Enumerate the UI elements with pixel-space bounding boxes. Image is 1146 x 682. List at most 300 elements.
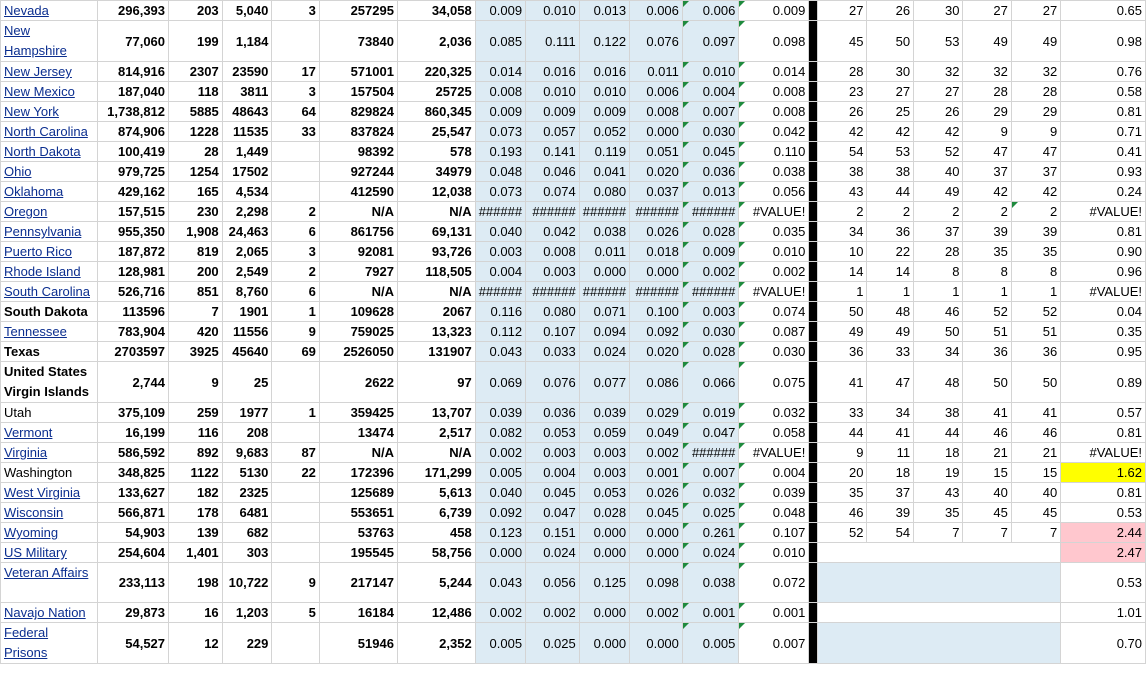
table-cell[interactable]: 0.072 bbox=[739, 563, 809, 603]
table-cell[interactable]: 0.122 bbox=[579, 21, 629, 62]
table-cell[interactable]: 52 bbox=[963, 302, 1011, 322]
table-cell[interactable]: 1 bbox=[914, 282, 963, 302]
table-cell[interactable]: 2.44 bbox=[1061, 523, 1146, 543]
table-cell[interactable]: 16184 bbox=[319, 603, 397, 623]
table-cell[interactable]: 7 bbox=[914, 523, 963, 543]
table-cell[interactable]: 0.010 bbox=[526, 1, 580, 21]
table-cell[interactable]: 0.037 bbox=[630, 182, 683, 202]
table-cell[interactable]: 0.000 bbox=[579, 603, 629, 623]
table-cell[interactable]: 0.043 bbox=[475, 342, 525, 362]
table-cell[interactable]: N/A bbox=[397, 282, 475, 302]
table-cell[interactable]: 38 bbox=[867, 162, 914, 182]
table-cell[interactable]: 35 bbox=[963, 242, 1011, 262]
table-cell[interactable]: 1.62 bbox=[1061, 463, 1146, 483]
table-cell[interactable]: 51 bbox=[1011, 322, 1060, 342]
table-cell[interactable]: 41 bbox=[1011, 403, 1060, 423]
table-cell[interactable]: 0.098 bbox=[630, 563, 683, 603]
table-cell[interactable]: 0.030 bbox=[739, 342, 809, 362]
table-cell[interactable]: 7 bbox=[1011, 523, 1060, 543]
table-cell[interactable]: 0.90 bbox=[1061, 242, 1146, 262]
table-cell[interactable] bbox=[272, 362, 320, 403]
table-cell[interactable]: 42 bbox=[867, 122, 914, 142]
table-cell[interactable]: 0.107 bbox=[739, 523, 809, 543]
table-cell[interactable] bbox=[272, 543, 320, 563]
table-cell[interactable]: 26 bbox=[914, 102, 963, 122]
table-cell[interactable] bbox=[272, 523, 320, 543]
table-cell[interactable]: 100,419 bbox=[97, 142, 168, 162]
table-cell[interactable]: 0.047 bbox=[526, 503, 580, 523]
table-cell[interactable]: 50 bbox=[867, 21, 914, 62]
table-cell[interactable]: 4,534 bbox=[222, 182, 272, 202]
table-cell[interactable]: 45 bbox=[1011, 503, 1060, 523]
table-cell[interactable]: 429,162 bbox=[97, 182, 168, 202]
state-name-cell[interactable]: Ohio bbox=[1, 162, 98, 182]
table-cell[interactable]: 6 bbox=[272, 222, 320, 242]
table-cell[interactable]: #VALUE! bbox=[739, 282, 809, 302]
table-cell[interactable]: 6,739 bbox=[397, 503, 475, 523]
table-cell[interactable]: 0.009 bbox=[526, 102, 580, 122]
table-cell[interactable]: 0.002 bbox=[630, 603, 683, 623]
table-cell[interactable]: 9 bbox=[1011, 122, 1060, 142]
table-cell[interactable]: 182 bbox=[169, 483, 223, 503]
table-cell[interactable]: 2 bbox=[867, 202, 914, 222]
table-cell[interactable]: 0.074 bbox=[526, 182, 580, 202]
table-cell[interactable]: 52 bbox=[818, 523, 867, 543]
table-cell[interactable] bbox=[272, 483, 320, 503]
table-cell[interactable]: 58,756 bbox=[397, 543, 475, 563]
table-cell[interactable]: 0.032 bbox=[739, 403, 809, 423]
table-cell[interactable]: N/A bbox=[397, 443, 475, 463]
table-cell[interactable]: 3 bbox=[272, 1, 320, 21]
table-cell[interactable]: 229 bbox=[222, 623, 272, 664]
table-cell[interactable]: 18 bbox=[867, 463, 914, 483]
table-cell[interactable]: 53763 bbox=[319, 523, 397, 543]
table-cell[interactable]: 0.038 bbox=[682, 563, 738, 603]
table-cell[interactable]: 34 bbox=[818, 222, 867, 242]
table-cell[interactable]: 25725 bbox=[397, 82, 475, 102]
table-cell[interactable]: 125689 bbox=[319, 483, 397, 503]
table-cell[interactable]: 1,908 bbox=[169, 222, 223, 242]
table-cell[interactable]: 0.004 bbox=[475, 262, 525, 282]
table-cell[interactable]: 1 bbox=[1011, 282, 1060, 302]
table-cell[interactable]: 0.003 bbox=[579, 443, 629, 463]
table-cell[interactable]: 92081 bbox=[319, 242, 397, 262]
state-name-cell[interactable]: Oklahoma bbox=[1, 182, 98, 202]
table-cell[interactable]: 41 bbox=[818, 362, 867, 403]
table-cell[interactable] bbox=[272, 503, 320, 523]
table-cell[interactable]: 0.045 bbox=[526, 483, 580, 503]
state-name-cell[interactable]: North Dakota bbox=[1, 142, 98, 162]
table-cell[interactable]: 0.010 bbox=[526, 82, 580, 102]
table-cell[interactable]: 37 bbox=[867, 483, 914, 503]
table-cell[interactable]: 0.004 bbox=[526, 463, 580, 483]
table-cell[interactable]: 0.025 bbox=[526, 623, 580, 664]
table-cell[interactable]: 0.010 bbox=[739, 543, 809, 563]
table-cell[interactable]: 0.038 bbox=[739, 162, 809, 182]
table-cell[interactable]: 233,113 bbox=[97, 563, 168, 603]
table-cell[interactable]: 6481 bbox=[222, 503, 272, 523]
table-cell[interactable]: 46 bbox=[818, 503, 867, 523]
table-cell[interactable]: 18 bbox=[914, 443, 963, 463]
table-cell[interactable]: 0.040 bbox=[475, 483, 525, 503]
table-cell[interactable]: 0.051 bbox=[630, 142, 683, 162]
table-cell[interactable]: 33 bbox=[272, 122, 320, 142]
table-cell[interactable]: 35 bbox=[818, 483, 867, 503]
table-cell[interactable]: 257295 bbox=[319, 1, 397, 21]
table-cell[interactable]: 979,725 bbox=[97, 162, 168, 182]
table-cell[interactable]: 296,393 bbox=[97, 1, 168, 21]
table-cell[interactable]: 412590 bbox=[319, 182, 397, 202]
table-cell[interactable]: 47 bbox=[1011, 142, 1060, 162]
table-cell[interactable]: 208 bbox=[222, 423, 272, 443]
table-cell[interactable]: 5885 bbox=[169, 102, 223, 122]
table-cell[interactable]: 27 bbox=[1011, 1, 1060, 21]
table-cell[interactable]: 1,184 bbox=[222, 21, 272, 62]
table-cell[interactable]: 0.076 bbox=[630, 21, 683, 62]
table-cell[interactable]: 3 bbox=[272, 242, 320, 262]
table-cell[interactable]: ###### bbox=[475, 282, 525, 302]
table-cell[interactable]: 0.046 bbox=[526, 162, 580, 182]
table-cell[interactable]: 39 bbox=[1011, 222, 1060, 242]
table-cell[interactable]: 0.020 bbox=[630, 162, 683, 182]
table-cell[interactable]: 69,131 bbox=[397, 222, 475, 242]
table-cell[interactable]: 0.65 bbox=[1061, 1, 1146, 21]
table-cell[interactable]: 0.001 bbox=[682, 603, 738, 623]
table-cell[interactable]: 0.041 bbox=[579, 162, 629, 182]
table-cell[interactable]: 17502 bbox=[222, 162, 272, 182]
table-cell[interactable]: 0.53 bbox=[1061, 503, 1146, 523]
table-cell[interactable]: 0.111 bbox=[526, 21, 580, 62]
table-cell[interactable]: 759025 bbox=[319, 322, 397, 342]
table-cell[interactable]: 0.93 bbox=[1061, 162, 1146, 182]
table-cell[interactable]: 2,744 bbox=[97, 362, 168, 403]
table-cell[interactable]: 0.006 bbox=[682, 1, 738, 21]
table-cell[interactable]: 178 bbox=[169, 503, 223, 523]
table-cell[interactable]: 38 bbox=[914, 403, 963, 423]
table-cell[interactable]: 682 bbox=[222, 523, 272, 543]
table-cell[interactable]: 28 bbox=[1011, 82, 1060, 102]
table-cell[interactable]: 10 bbox=[818, 242, 867, 262]
table-cell[interactable]: 571001 bbox=[319, 62, 397, 82]
table-cell[interactable]: 0.007 bbox=[739, 623, 809, 664]
table-cell[interactable]: 0.066 bbox=[682, 362, 738, 403]
table-cell[interactable]: 0.000 bbox=[579, 623, 629, 664]
table-cell[interactable]: 0.110 bbox=[739, 142, 809, 162]
table-cell[interactable]: 12,486 bbox=[397, 603, 475, 623]
state-name-cell[interactable]: Navajo Nation bbox=[1, 603, 98, 623]
table-cell[interactable]: 0.028 bbox=[682, 222, 738, 242]
table-cell[interactable]: 50 bbox=[1011, 362, 1060, 403]
table-cell[interactable]: 2,549 bbox=[222, 262, 272, 282]
table-cell[interactable]: 2067 bbox=[397, 302, 475, 322]
table-cell[interactable]: 35 bbox=[1011, 242, 1060, 262]
state-name-cell[interactable]: Wyoming bbox=[1, 523, 98, 543]
table-cell[interactable]: 0.81 bbox=[1061, 423, 1146, 443]
table-cell[interactable]: N/A bbox=[319, 282, 397, 302]
table-cell[interactable]: 0.020 bbox=[630, 342, 683, 362]
table-cell[interactable]: N/A bbox=[397, 202, 475, 222]
table-cell[interactable]: 927244 bbox=[319, 162, 397, 182]
table-cell[interactable]: 54 bbox=[867, 523, 914, 543]
table-cell[interactable]: 837824 bbox=[319, 122, 397, 142]
table-cell[interactable]: 187,872 bbox=[97, 242, 168, 262]
table-cell[interactable]: 1228 bbox=[169, 122, 223, 142]
table-cell[interactable]: 14 bbox=[867, 262, 914, 282]
table-cell[interactable]: 0.059 bbox=[579, 423, 629, 443]
table-cell[interactable]: 0.000 bbox=[630, 262, 683, 282]
table-cell[interactable]: 0.028 bbox=[579, 503, 629, 523]
state-name-cell[interactable]: Rhode Island bbox=[1, 262, 98, 282]
table-cell[interactable]: 0.098 bbox=[739, 21, 809, 62]
table-cell[interactable]: 2526050 bbox=[319, 342, 397, 362]
table-cell[interactable]: 0.008 bbox=[526, 242, 580, 262]
table-cell[interactable]: ###### bbox=[682, 282, 738, 302]
table-cell[interactable]: 0.000 bbox=[630, 122, 683, 142]
state-name-cell[interactable]: New Jersey bbox=[1, 62, 98, 82]
table-cell[interactable]: 23590 bbox=[222, 62, 272, 82]
table-cell[interactable]: 131907 bbox=[397, 342, 475, 362]
table-cell[interactable]: 0.70 bbox=[1061, 623, 1146, 664]
table-cell[interactable]: 0.76 bbox=[1061, 62, 1146, 82]
table-cell[interactable]: 0.151 bbox=[526, 523, 580, 543]
table-cell[interactable]: ###### bbox=[579, 202, 629, 222]
table-cell[interactable]: 26 bbox=[818, 102, 867, 122]
table-cell[interactable]: 14 bbox=[818, 262, 867, 282]
table-cell[interactable]: 0.98 bbox=[1061, 21, 1146, 62]
table-cell[interactable]: 49 bbox=[1011, 21, 1060, 62]
table-cell[interactable]: 0.053 bbox=[526, 423, 580, 443]
table-cell[interactable]: 16,199 bbox=[97, 423, 168, 443]
table-cell[interactable]: 35 bbox=[914, 503, 963, 523]
table-cell[interactable]: 861756 bbox=[319, 222, 397, 242]
table-cell[interactable]: 157504 bbox=[319, 82, 397, 102]
table-cell[interactable]: 1 bbox=[272, 302, 320, 322]
table-cell[interactable]: 2325 bbox=[222, 483, 272, 503]
table-cell[interactable]: 109628 bbox=[319, 302, 397, 322]
table-cell[interactable]: 8,760 bbox=[222, 282, 272, 302]
table-cell[interactable]: 0.042 bbox=[526, 222, 580, 242]
table-cell[interactable]: 0.008 bbox=[475, 82, 525, 102]
table-cell[interactable]: 171,299 bbox=[397, 463, 475, 483]
table-cell[interactable]: 118 bbox=[169, 82, 223, 102]
state-name-cell[interactable]: Vermont bbox=[1, 423, 98, 443]
table-cell[interactable]: 32 bbox=[1011, 62, 1060, 82]
table-cell[interactable]: 30 bbox=[914, 1, 963, 21]
table-cell[interactable]: 0.89 bbox=[1061, 362, 1146, 403]
table-cell[interactable]: 38 bbox=[818, 162, 867, 182]
table-cell[interactable]: 0.004 bbox=[739, 463, 809, 483]
table-cell[interactable]: 0.04 bbox=[1061, 302, 1146, 322]
table-cell[interactable]: 29,873 bbox=[97, 603, 168, 623]
table-cell[interactable]: 47 bbox=[867, 362, 914, 403]
state-name-cell[interactable]: New Hampshire bbox=[1, 21, 98, 62]
table-cell[interactable]: 0.080 bbox=[526, 302, 580, 322]
table-cell[interactable]: 420 bbox=[169, 322, 223, 342]
table-cell[interactable]: 0.092 bbox=[475, 503, 525, 523]
table-cell[interactable]: 0.038 bbox=[579, 222, 629, 242]
table-cell[interactable] bbox=[272, 162, 320, 182]
merged-empty-cell[interactable] bbox=[818, 603, 1061, 623]
table-cell[interactable] bbox=[272, 423, 320, 443]
table-cell[interactable]: 165 bbox=[169, 182, 223, 202]
table-cell[interactable]: 9 bbox=[169, 362, 223, 403]
table-cell[interactable]: 46 bbox=[963, 423, 1011, 443]
table-cell[interactable]: 203 bbox=[169, 1, 223, 21]
table-cell[interactable]: 10,722 bbox=[222, 563, 272, 603]
table-cell[interactable]: 2,298 bbox=[222, 202, 272, 222]
table-cell[interactable]: 0.116 bbox=[475, 302, 525, 322]
table-cell[interactable]: 41 bbox=[867, 423, 914, 443]
table-cell[interactable]: 0.004 bbox=[682, 82, 738, 102]
table-cell[interactable]: 0.026 bbox=[630, 483, 683, 503]
table-cell[interactable]: 2 bbox=[963, 202, 1011, 222]
table-cell[interactable]: 0.036 bbox=[682, 162, 738, 182]
table-cell[interactable]: 819 bbox=[169, 242, 223, 262]
table-cell[interactable]: ###### bbox=[630, 282, 683, 302]
table-cell[interactable]: 359425 bbox=[319, 403, 397, 423]
table-cell[interactable]: 23 bbox=[818, 82, 867, 102]
table-cell[interactable]: 20 bbox=[818, 463, 867, 483]
table-cell[interactable]: 13474 bbox=[319, 423, 397, 443]
table-cell[interactable]: 157,515 bbox=[97, 202, 168, 222]
table-cell[interactable]: 0.007 bbox=[682, 102, 738, 122]
table-cell[interactable]: 2622 bbox=[319, 362, 397, 403]
table-cell[interactable]: 0.056 bbox=[526, 563, 580, 603]
table-cell[interactable]: 0.013 bbox=[682, 182, 738, 202]
table-cell[interactable]: 0.077 bbox=[579, 362, 629, 403]
table-cell[interactable]: 29 bbox=[963, 102, 1011, 122]
table-cell[interactable]: 45640 bbox=[222, 342, 272, 362]
table-cell[interactable]: 0.003 bbox=[526, 262, 580, 282]
table-cell[interactable]: 814,916 bbox=[97, 62, 168, 82]
table-cell[interactable]: 0.010 bbox=[579, 82, 629, 102]
table-cell[interactable]: 50 bbox=[818, 302, 867, 322]
table-cell[interactable]: 0.006 bbox=[630, 82, 683, 102]
table-cell[interactable]: 0.002 bbox=[526, 603, 580, 623]
table-cell[interactable]: 53 bbox=[867, 142, 914, 162]
table-cell[interactable]: ###### bbox=[682, 443, 738, 463]
table-cell[interactable]: ###### bbox=[526, 202, 580, 222]
table-cell[interactable]: 5,040 bbox=[222, 1, 272, 21]
table-cell[interactable]: 0.005 bbox=[682, 623, 738, 664]
table-cell[interactable]: ###### bbox=[526, 282, 580, 302]
table-cell[interactable]: 26 bbox=[867, 1, 914, 21]
table-cell[interactable]: 0.41 bbox=[1061, 142, 1146, 162]
table-cell[interactable]: 2307 bbox=[169, 62, 223, 82]
table-cell[interactable]: 0.112 bbox=[475, 322, 525, 342]
table-cell[interactable]: 0.000 bbox=[579, 262, 629, 282]
table-cell[interactable]: 50 bbox=[963, 362, 1011, 403]
table-cell[interactable]: 217147 bbox=[319, 563, 397, 603]
table-cell[interactable]: 0.045 bbox=[630, 503, 683, 523]
table-cell[interactable]: 0.005 bbox=[475, 623, 525, 664]
table-cell[interactable]: 21 bbox=[963, 443, 1011, 463]
table-cell[interactable]: 0.040 bbox=[475, 222, 525, 242]
table-cell[interactable]: 254,604 bbox=[97, 543, 168, 563]
table-cell[interactable]: 0.002 bbox=[739, 262, 809, 282]
table-cell[interactable]: 0.001 bbox=[739, 603, 809, 623]
table-cell[interactable]: 0.96 bbox=[1061, 262, 1146, 282]
table-cell[interactable]: 2 bbox=[818, 202, 867, 222]
table-cell[interactable]: 21 bbox=[1011, 443, 1060, 463]
table-cell[interactable]: 0.056 bbox=[739, 182, 809, 202]
table-cell[interactable]: 1 bbox=[818, 282, 867, 302]
table-cell[interactable]: 2,352 bbox=[397, 623, 475, 664]
table-cell[interactable]: ###### bbox=[682, 202, 738, 222]
table-cell[interactable]: 28 bbox=[818, 62, 867, 82]
table-cell[interactable]: 1 bbox=[963, 282, 1011, 302]
table-cell[interactable]: 860,345 bbox=[397, 102, 475, 122]
table-cell[interactable]: 2.47 bbox=[1061, 543, 1146, 563]
table-cell[interactable]: 3811 bbox=[222, 82, 272, 102]
table-cell[interactable]: 0.003 bbox=[682, 302, 738, 322]
table-cell[interactable]: 0.000 bbox=[630, 623, 683, 664]
table-cell[interactable]: 0.81 bbox=[1061, 483, 1146, 503]
table-cell[interactable]: #VALUE! bbox=[1061, 443, 1146, 463]
table-cell[interactable]: 955,350 bbox=[97, 222, 168, 242]
table-cell[interactable]: 36 bbox=[1011, 342, 1060, 362]
table-cell[interactable]: 0.53 bbox=[1061, 563, 1146, 603]
table-cell[interactable]: 0.005 bbox=[475, 463, 525, 483]
table-cell[interactable]: 0.71 bbox=[1061, 122, 1146, 142]
table-cell[interactable]: 0.094 bbox=[579, 322, 629, 342]
table-cell[interactable]: 0.008 bbox=[739, 102, 809, 122]
table-cell[interactable]: 0.000 bbox=[579, 523, 629, 543]
table-cell[interactable]: 0.032 bbox=[682, 483, 738, 503]
table-cell[interactable]: 0.047 bbox=[682, 423, 738, 443]
table-cell[interactable]: 118,505 bbox=[397, 262, 475, 282]
table-cell[interactable]: 37 bbox=[1011, 162, 1060, 182]
table-cell[interactable]: 0.003 bbox=[526, 443, 580, 463]
table-cell[interactable]: 0.030 bbox=[682, 122, 738, 142]
table-cell[interactable]: 8 bbox=[1011, 262, 1060, 282]
table-cell[interactable]: 139 bbox=[169, 523, 223, 543]
table-cell[interactable]: 24,463 bbox=[222, 222, 272, 242]
state-name-cell[interactable]: Nevada bbox=[1, 1, 98, 21]
table-cell[interactable]: 0.069 bbox=[475, 362, 525, 403]
table-cell[interactable]: 0.057 bbox=[526, 122, 580, 142]
table-cell[interactable]: 0.014 bbox=[475, 62, 525, 82]
table-cell[interactable]: 48 bbox=[914, 362, 963, 403]
table-cell[interactable]: #VALUE! bbox=[739, 443, 809, 463]
table-cell[interactable]: ###### bbox=[579, 282, 629, 302]
table-cell[interactable]: 34979 bbox=[397, 162, 475, 182]
table-cell[interactable]: 33 bbox=[867, 342, 914, 362]
table-cell[interactable]: 1,738,812 bbox=[97, 102, 168, 122]
table-cell[interactable]: 0.048 bbox=[739, 503, 809, 523]
table-cell[interactable]: 28 bbox=[914, 242, 963, 262]
table-cell[interactable]: 7927 bbox=[319, 262, 397, 282]
table-cell[interactable]: 29 bbox=[1011, 102, 1060, 122]
table-cell[interactable]: 0.045 bbox=[682, 142, 738, 162]
table-cell[interactable]: 15 bbox=[963, 463, 1011, 483]
table-cell[interactable]: 0.123 bbox=[475, 523, 525, 543]
table-cell[interactable]: 1 bbox=[867, 282, 914, 302]
table-cell[interactable]: #VALUE! bbox=[1061, 202, 1146, 222]
table-cell[interactable]: 39 bbox=[867, 503, 914, 523]
table-cell[interactable]: 42 bbox=[963, 182, 1011, 202]
merged-empty-cell[interactable] bbox=[818, 563, 1061, 603]
table-cell[interactable]: 172396 bbox=[319, 463, 397, 483]
table-cell[interactable]: 0.003 bbox=[579, 463, 629, 483]
table-cell[interactable]: 0.043 bbox=[475, 563, 525, 603]
table-cell[interactable]: 0.100 bbox=[630, 302, 683, 322]
table-cell[interactable]: 0.35 bbox=[1061, 322, 1146, 342]
table-cell[interactable]: 0.003 bbox=[475, 242, 525, 262]
table-cell[interactable]: 0.002 bbox=[630, 443, 683, 463]
table-cell[interactable]: 2,036 bbox=[397, 21, 475, 62]
table-cell[interactable]: 5,244 bbox=[397, 563, 475, 603]
